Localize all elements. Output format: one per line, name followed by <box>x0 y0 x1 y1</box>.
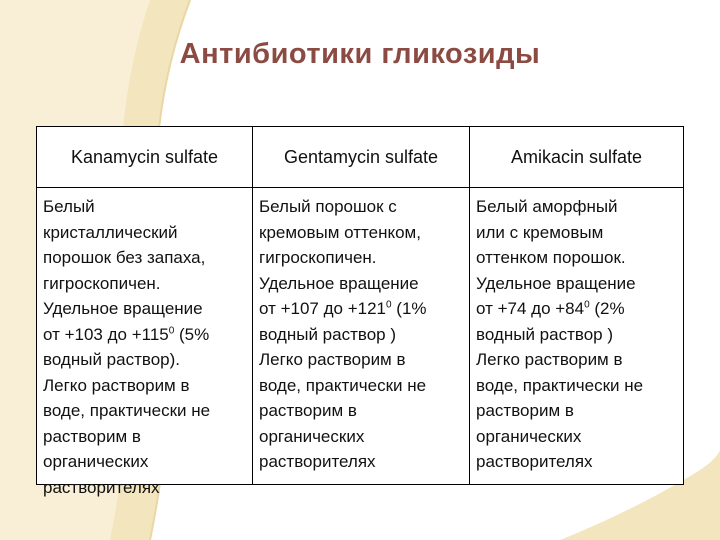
text-line: или с кремовым <box>476 222 604 242</box>
text-line: гигроскопичен. <box>259 248 377 267</box>
text-line-rotation <box>259 296 427 322</box>
column-header-kanamycin: Kanamycin sulfate <box>70 146 219 167</box>
rotation-concentration: (2% <box>589 299 625 318</box>
text-line: водный раствор ) <box>259 324 396 344</box>
text-line: кремовым оттенком, <box>259 222 421 242</box>
text-line: Удельное вращение <box>259 273 419 293</box>
column-header-gentamycin: Gentamycin sulfate <box>283 146 439 167</box>
text-line: гигроскопичен. <box>43 273 161 293</box>
text-line: кристаллический <box>43 222 178 242</box>
cell-amikacin-description <box>476 194 643 475</box>
degree-superscript: 0 <box>168 324 175 336</box>
text-line: растворим в <box>43 426 141 446</box>
text-line: Легко растворим в <box>259 350 406 369</box>
text-line-rotation <box>43 322 210 348</box>
text-line: водный раствор). <box>43 350 180 369</box>
text-line: воде, практически не <box>43 401 211 420</box>
text-line: органических <box>259 426 365 446</box>
text-line: порошок без запаха, <box>43 248 206 267</box>
text-line: растворителях <box>476 452 593 471</box>
text-line: растворителях <box>43 477 160 497</box>
text-line: растворим в <box>259 401 357 420</box>
text-line: воде, практически не <box>476 375 644 395</box>
text-line: растворим в <box>476 401 574 420</box>
header-divider <box>37 187 683 188</box>
slide-title: Антибиотики гликозиды <box>179 38 541 70</box>
text-line: водный раствор ) <box>476 324 613 344</box>
text-line: органических <box>476 426 582 446</box>
text-line: Белый <box>43 197 95 216</box>
cell-gentamycin-description <box>259 194 427 475</box>
comparison-table <box>36 126 684 497</box>
text-line: Белый аморфный <box>476 197 618 216</box>
text-line: Белый порошок с <box>259 197 397 216</box>
degree-superscript: 0 <box>386 299 392 311</box>
text-line: Легко растворим в <box>476 350 623 369</box>
text-line: Удельное вращение <box>43 299 203 318</box>
text-line: Легко растворим в <box>43 375 190 395</box>
text-line: оттенком порошок. <box>476 248 626 267</box>
rotation-concentration: (5% <box>174 324 210 344</box>
rotation-range: от +74 до +84 <box>476 299 585 318</box>
text-line: органических <box>43 452 149 471</box>
rotation-concentration: (1% <box>391 299 427 318</box>
rotation-range: от +107 до +121 <box>259 299 386 318</box>
text-line: Удельное вращение <box>476 273 636 293</box>
degree-superscript: 0 <box>584 299 590 311</box>
rotation-range: от +103 до +115 <box>43 324 169 344</box>
text-line: воде, практически не <box>259 375 427 395</box>
text-line: растворителях <box>259 452 376 471</box>
text-line-rotation <box>476 296 643 322</box>
column-header-amikacin: Amikacin sulfate <box>510 146 643 167</box>
cell-kanamycin-description <box>43 194 210 500</box>
